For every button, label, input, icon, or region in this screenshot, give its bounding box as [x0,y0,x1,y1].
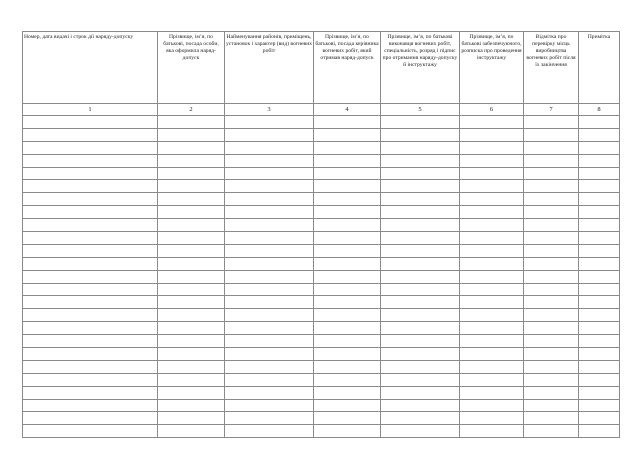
table-cell[interactable] [381,167,460,180]
table-cell[interactable] [158,296,225,309]
table-row [23,386,620,399]
column-header-areas-and-work-type: Найменування районів, приміщень, установок і характер (вид) вогневих робіт [225,32,314,104]
table-cell[interactable] [524,193,579,206]
table-row [23,270,620,283]
table-cell[interactable] [225,167,314,180]
table-cell[interactable] [23,244,158,257]
table-row [23,180,620,193]
table-cell[interactable] [579,335,620,348]
table-cell[interactable] [460,270,524,283]
table-cell[interactable] [158,219,225,232]
table-row [23,167,620,180]
table-cell[interactable] [23,283,158,296]
table-cell[interactable] [524,373,579,386]
table-cell[interactable] [314,116,381,129]
table-cell[interactable] [579,167,620,180]
table-cell[interactable] [381,425,460,438]
column-number: 1 [23,104,158,116]
register-body [23,116,620,438]
table-cell[interactable] [524,219,579,232]
table-cell[interactable] [579,283,620,296]
table-cell[interactable] [23,373,158,386]
table-cell[interactable] [23,412,158,425]
table-cell[interactable] [381,154,460,167]
table-cell[interactable] [314,296,381,309]
table-cell[interactable] [225,206,314,219]
table-cell[interactable] [524,335,579,348]
table-cell[interactable] [460,116,524,129]
table-cell[interactable] [381,232,460,245]
table-cell[interactable] [23,257,158,270]
table-cell[interactable] [460,206,524,219]
table-row [23,141,620,154]
table-row [23,360,620,373]
table-cell[interactable] [225,335,314,348]
table-cell[interactable] [579,232,620,245]
table-cell[interactable] [579,412,620,425]
table-cell[interactable] [158,399,225,412]
table-cell[interactable] [225,257,314,270]
table-cell[interactable] [460,244,524,257]
table-cell[interactable] [314,399,381,412]
table-cell[interactable] [460,399,524,412]
table-cell[interactable] [314,348,381,361]
table-cell[interactable] [158,373,225,386]
table-cell[interactable] [460,219,524,232]
table-cell[interactable] [314,232,381,245]
table-cell[interactable] [579,206,620,219]
table-row [23,399,620,412]
fire-works-permit-register-table [22,31,620,438]
column-header-issuer: Прізвище, ім’я, по батькові, посада особи, яка оформила наряд-допуск [158,32,225,104]
table-row [23,373,620,386]
table-cell[interactable] [460,386,524,399]
table-cell[interactable] [579,193,620,206]
table-cell[interactable] [23,206,158,219]
table-cell[interactable] [381,348,460,361]
table-cell[interactable] [314,309,381,322]
table-row [23,219,620,232]
table-cell[interactable] [524,141,579,154]
table-cell[interactable] [23,425,158,438]
table-cell[interactable] [460,154,524,167]
table-cell[interactable] [579,373,620,386]
table-row [23,412,620,425]
table-cell[interactable] [158,412,225,425]
table-cell[interactable] [158,244,225,257]
table-cell[interactable] [381,270,460,283]
column-header-site-inspection-mark: Відмітка про перевірку місць виробництва вогневих робіт після їх закінчення [524,32,579,104]
table-cell[interactable] [524,180,579,193]
table-cell[interactable] [225,154,314,167]
table-cell[interactable] [158,180,225,193]
table-cell[interactable] [579,296,620,309]
table-cell[interactable] [579,141,620,154]
table-cell[interactable] [381,244,460,257]
table-cell[interactable] [225,296,314,309]
table-cell[interactable] [225,193,314,206]
table-row [23,128,620,141]
table-cell[interactable] [225,180,314,193]
column-header-permit-number-date: Номер, дата видачі і строк дії наряду-допуску [23,32,158,104]
table-cell[interactable] [314,360,381,373]
table-row [23,193,620,206]
table-cell[interactable] [314,167,381,180]
table-cell[interactable] [225,141,314,154]
table-cell[interactable] [524,128,579,141]
table-cell[interactable] [23,141,158,154]
table-cell[interactable] [23,296,158,309]
column-header-work-performer: Прізвище, ім’я, по батькові виконавця вогневих робіт, спеціальність, розряд і підпис про отримання наряду-допуску й інструктажу [381,32,460,104]
table-cell[interactable] [579,360,620,373]
table-row [23,257,620,270]
table-cell[interactable] [579,425,620,438]
table-cell[interactable] [381,412,460,425]
table-cell[interactable] [225,244,314,257]
table-cell[interactable] [225,128,314,141]
table-cell[interactable] [381,116,460,129]
table-cell[interactable] [23,116,158,129]
table-cell[interactable] [524,244,579,257]
table-cell[interactable] [579,257,620,270]
table-cell[interactable] [225,322,314,335]
table-cell[interactable] [524,232,579,245]
table-cell[interactable] [460,167,524,180]
table-cell[interactable] [579,309,620,322]
table-cell[interactable] [381,141,460,154]
table-cell[interactable] [524,425,579,438]
table-cell[interactable] [158,283,225,296]
table-cell[interactable] [158,257,225,270]
table-cell[interactable] [158,322,225,335]
table-cell[interactable] [23,335,158,348]
table-cell[interactable] [524,348,579,361]
table-cell[interactable] [225,360,314,373]
table-row [23,244,620,257]
column-header-notes: Примітка [579,32,620,104]
table-cell[interactable] [225,373,314,386]
table-cell[interactable] [225,309,314,322]
table-cell[interactable] [381,219,460,232]
table-cell[interactable] [579,348,620,361]
table-cell[interactable] [158,232,225,245]
table-cell[interactable] [23,219,158,232]
table-cell[interactable] [225,386,314,399]
table-cell[interactable] [460,335,524,348]
table-cell[interactable] [579,219,620,232]
table-cell[interactable] [460,257,524,270]
table-cell[interactable] [460,360,524,373]
table-cell[interactable] [460,412,524,425]
table-cell[interactable] [225,116,314,129]
table-cell[interactable] [158,128,225,141]
table-cell[interactable] [314,206,381,219]
table-row [23,154,620,167]
table-cell[interactable] [314,283,381,296]
table-cell[interactable] [158,335,225,348]
table-cell[interactable] [158,386,225,399]
table-cell[interactable] [460,296,524,309]
table-cell[interactable] [23,360,158,373]
table-cell[interactable] [23,193,158,206]
table-cell[interactable] [158,309,225,322]
table-cell[interactable] [381,360,460,373]
table-cell[interactable] [23,154,158,167]
column-number: 8 [579,104,620,116]
table-cell[interactable] [579,386,620,399]
table-cell[interactable] [314,193,381,206]
table-cell[interactable] [314,412,381,425]
table-cell[interactable] [524,257,579,270]
table-cell[interactable] [579,270,620,283]
table-cell[interactable] [314,322,381,335]
table-cell[interactable] [314,128,381,141]
table-cell[interactable] [381,257,460,270]
table-cell[interactable] [524,167,579,180]
table-cell[interactable] [23,167,158,180]
table-cell[interactable] [314,270,381,283]
table-cell[interactable] [314,257,381,270]
table-cell[interactable] [314,180,381,193]
table-cell[interactable] [460,283,524,296]
table-cell[interactable] [460,193,524,206]
table-cell[interactable] [524,309,579,322]
table-row [23,232,620,245]
table-cell[interactable] [524,206,579,219]
table-cell[interactable] [158,116,225,129]
table-row [23,335,620,348]
table-cell[interactable] [381,283,460,296]
table-cell[interactable] [158,141,225,154]
column-number: 4 [314,104,381,116]
table-cell[interactable] [579,128,620,141]
table-cell[interactable] [524,116,579,129]
table-cell[interactable] [381,399,460,412]
column-number: 2 [158,104,225,116]
table-cell[interactable] [314,154,381,167]
table-cell[interactable] [460,309,524,322]
table-cell[interactable] [381,322,460,335]
table-row [23,348,620,361]
table-cell[interactable] [158,154,225,167]
table-cell[interactable] [460,348,524,361]
table-row [23,283,620,296]
table-cell[interactable] [158,348,225,361]
table-cell[interactable] [460,373,524,386]
table-cell[interactable] [158,206,225,219]
column-header-work-supervisor: Прізвище, ім’я, по батькові, посада керівника вогневих робіт, який отримав наряд-допуск [314,32,381,104]
table-cell[interactable] [23,348,158,361]
table-cell[interactable] [158,193,225,206]
table-cell[interactable] [524,283,579,296]
table-cell[interactable] [381,335,460,348]
table-cell[interactable] [158,270,225,283]
table-cell[interactable] [524,296,579,309]
table-cell[interactable] [579,399,620,412]
table-cell[interactable] [524,154,579,167]
table-cell[interactable] [23,322,158,335]
table-cell[interactable] [23,232,158,245]
column-number: 7 [524,104,579,116]
table-cell[interactable] [225,283,314,296]
table-cell[interactable] [314,141,381,154]
table-cell[interactable] [579,244,620,257]
table-cell[interactable] [158,167,225,180]
table-row [23,296,620,309]
table-cell[interactable] [460,232,524,245]
table-cell[interactable] [225,425,314,438]
table-cell[interactable] [381,296,460,309]
table-cell[interactable] [314,219,381,232]
table-cell[interactable] [381,309,460,322]
column-header-safety-provider: Прізвище, ім’я, по батькові забезпечуючого, розписка про проведення інструктажу [460,32,524,104]
table-cell[interactable] [23,180,158,193]
table-cell[interactable] [23,386,158,399]
table-cell[interactable] [460,180,524,193]
table-cell[interactable] [460,425,524,438]
table-cell[interactable] [314,335,381,348]
table-cell[interactable] [579,116,620,129]
table-cell[interactable] [225,232,314,245]
table-cell[interactable] [225,219,314,232]
table-cell[interactable] [524,399,579,412]
table-cell[interactable] [225,399,314,412]
table-cell[interactable] [314,373,381,386]
column-number: 6 [460,104,524,116]
table-cell[interactable] [23,128,158,141]
table-cell[interactable] [381,386,460,399]
table-row [23,116,620,129]
table-cell[interactable] [579,180,620,193]
column-number-row [23,104,620,116]
table-cell[interactable] [314,425,381,438]
table-row [23,425,620,438]
table-cell[interactable] [23,270,158,283]
table-cell[interactable] [579,154,620,167]
table-cell[interactable] [460,141,524,154]
table-row [23,309,620,322]
table-cell[interactable] [314,244,381,257]
column-number: 3 [225,104,314,116]
table-cell[interactable] [225,412,314,425]
table-cell[interactable] [23,309,158,322]
table-cell[interactable] [524,360,579,373]
header-row [23,32,620,104]
table-cell[interactable] [381,193,460,206]
table-cell[interactable] [158,360,225,373]
table-cell[interactable] [381,206,460,219]
table-cell[interactable] [524,412,579,425]
table-row [23,206,620,219]
table-cell[interactable] [381,128,460,141]
table-cell[interactable] [381,180,460,193]
table-cell[interactable] [460,322,524,335]
table-cell[interactable] [314,386,381,399]
table-cell[interactable] [524,386,579,399]
table-cell[interactable] [524,322,579,335]
table-cell[interactable] [225,270,314,283]
table-cell[interactable] [579,322,620,335]
column-number: 5 [381,104,460,116]
table-cell[interactable] [381,373,460,386]
table-cell[interactable] [524,270,579,283]
table-cell[interactable] [225,348,314,361]
table-cell[interactable] [158,425,225,438]
table-row [23,322,620,335]
table-cell[interactable] [460,128,524,141]
table-cell[interactable] [23,399,158,412]
